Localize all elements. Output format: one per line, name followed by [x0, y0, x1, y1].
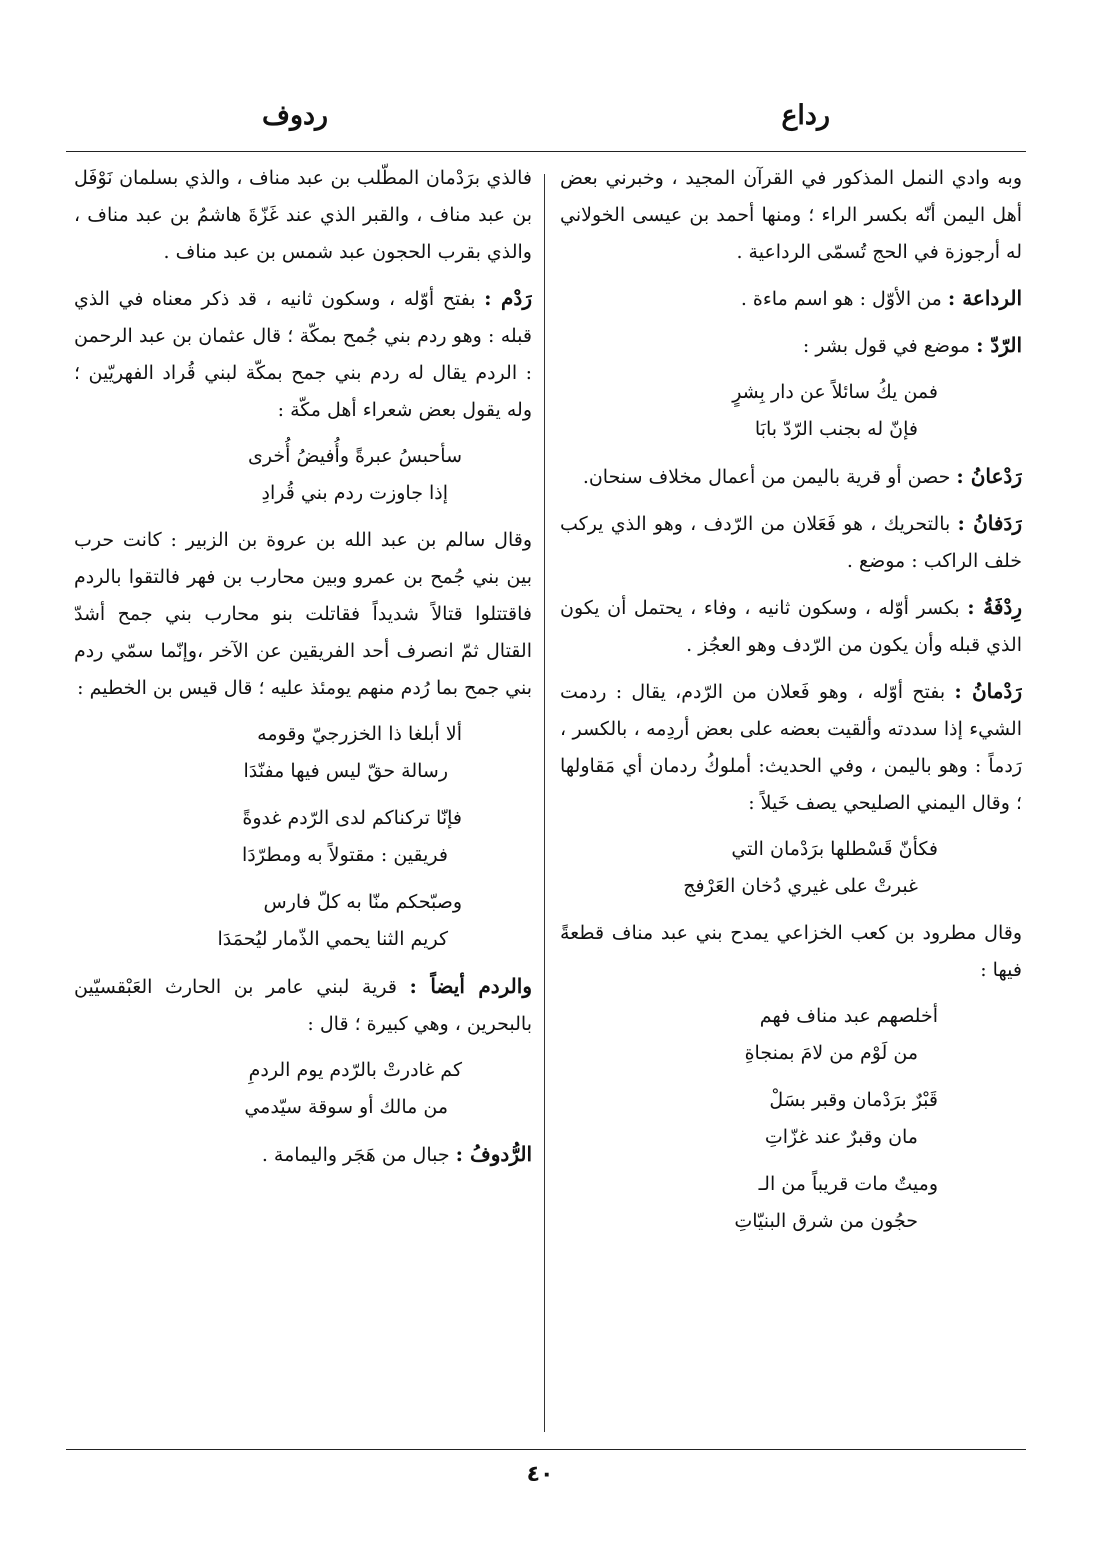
entry-text: من الأوّل : هو اسم ماءة .: [740, 288, 948, 310]
headword: الرّدّ :: [976, 333, 1022, 357]
verse-line: سأحبسُ عبرةً وأُفيضُ أُخرى: [248, 445, 462, 467]
headword: رِدْفَةُ :: [967, 595, 1022, 619]
entry-ridfa: [560, 589, 1022, 664]
verse-line: فإنّا تركناكم لدى الرّدم غدوةً: [242, 807, 462, 829]
entry-text: وقال سالم بن عبد الله بن عروة بن الزبير : كانت حرب بين بني جُمح بن عمرو وبين محارب بن فهر فالتقوا بالردم فاقتتلوا قتالاً شديداً فقاتلت بنو محارب بني جمح أشدّ القتال ثمّ انصرف أحد الفريقين عن الآخر ،وإنّما سمّي ردم بني جمح بما رُدم منهم يومئذ عليه ؛ قال قيس بن الخطيم :: [74, 529, 532, 699]
running-header-right: رداع: [781, 100, 830, 131]
verse-line: كم غادرتْ بالرّدم يوم الردمِ: [248, 1059, 462, 1081]
verse: [74, 884, 532, 958]
entry-text: وقال مطرود بن كعب الخزاعي يمدح بني عبد مناف قطعةً فيها :: [560, 922, 1022, 981]
headword: رَدْعانُ :: [956, 464, 1022, 488]
headword: رَدْمانُ :: [954, 679, 1022, 703]
verse: [74, 800, 532, 874]
verse-line: أخلصهم عبد مناف فهم: [759, 1005, 938, 1027]
entry-text: بفتح أوّله ، وسكون ثانيه ، قد ذكر معناه في الذي قبله : وهو ردم بني جُمح بمكّة ؛ قال عثمان بن عبد الرحمن : الردم يقال له ردم بني جمح بمكّة لبني قُراد الفهريّين ؛ وله يقول بعض شعراء أهل مكّة :: [74, 288, 532, 421]
entry-alradm-village: [74, 968, 532, 1043]
verse-line: فكأنّ قَسْطلها برَدْمان التي: [731, 838, 938, 860]
verse: [560, 831, 1022, 905]
verse: [74, 438, 532, 512]
left-column: [74, 160, 532, 1445]
entry-text: جبال من هَجَر واليمامة .: [261, 1144, 456, 1166]
headword: الرداعة :: [947, 286, 1022, 310]
verse-line: إذا جاوزت ردم بني قُرادِ: [261, 482, 448, 504]
entry-continuation: [74, 160, 532, 271]
entry-continuation: [560, 915, 1022, 989]
verse-line: كريم الثنا يحمي الذّمار ليُحمَدَا: [217, 928, 448, 950]
headword: الرُّدوفُ :: [455, 1142, 532, 1166]
verse: [560, 1082, 1022, 1156]
entry-text: وبه وادي النمل المذكور في القرآن المجيد ، وخبرني بعض أهل اليمن أنّه بكسر الراء ؛ ومنها أحمد بن عيسى الخولاني له أرجوزة في الحج تُسمّى الرداعية .: [560, 167, 1022, 263]
verse-line: فإنّ له بجنب الرّدّ بابَا: [754, 418, 918, 440]
entry-text: قرية لبني عامر بن الحارث العَبْقسيّين بالبحرين ، وهي كبيرة ؛ قال :: [74, 976, 532, 1035]
verse-line: حجُون من شرق البنيّاتِ: [734, 1210, 918, 1232]
verse-line: رسالة حقّ ليس فيها مفنّدَا: [243, 760, 448, 782]
entry-continuation: [74, 522, 532, 707]
footer-rule: [66, 1449, 1026, 1450]
entry-alradaa: [560, 280, 1022, 318]
verse-line: غبرتْ على غيري دُخان العَرْفج: [683, 875, 918, 897]
entry-text: بكسر أوّله ، وسكون ثانيه ، وفاء ، يحتمل أن يكون الذي قبله وأن يكون من الرّدف وهو العجُز .: [560, 597, 1022, 656]
entry-continuation: [560, 160, 1022, 271]
headword: والردم أيضاً :: [409, 974, 532, 998]
verse: [560, 998, 1022, 1072]
running-header-left: ردوف: [262, 100, 329, 131]
entry-radafan: [560, 505, 1022, 580]
verse: [74, 1052, 532, 1126]
verse-line: ألا أبلغا ذا الخزرجيّ وقومه: [257, 723, 462, 745]
entry-text: فالذي برَدْمان المطّلب بن عبد مناف ، والذي بسلمان نَوْفَل بن عبد مناف ، والقبر الذي عند غَزّةَ هاشمُ بن عبد مناف ، والذي بقرب الحجون عبد شمس بن عبد مناف .: [74, 167, 532, 263]
verse: [560, 374, 1022, 448]
headword: رَدَفانُ :: [957, 511, 1022, 535]
entry-radman: [560, 673, 1022, 822]
header-rule: [66, 151, 1026, 152]
entry-text: حصن أو قرية باليمن من أعمال مخلاف سنحان.: [582, 466, 957, 488]
verse-line: وميتٌ مات قريباً من الـ: [758, 1173, 938, 1195]
verse: [560, 1166, 1022, 1240]
entry-radm: [74, 280, 532, 429]
verse-line: وصبّحكم منّا به كلّ فارس: [263, 891, 462, 913]
verse-line: مان وقبرٌ عند غزّاتِ: [764, 1126, 918, 1148]
right-column: [560, 160, 1022, 1445]
column-divider: [544, 174, 545, 1432]
verse-line: فمن يكُ سائلاً عن دار بِشرٍ: [732, 381, 938, 403]
entry-text: بالتحريك ، هو فَعَلان من الرّدف ، وهو الذي يركب خلف الراكب : موضع .: [560, 513, 1022, 572]
entry-text: بفتح أوّله ، وهو فَعلان من الرّدم، يقال : ردمت الشيء إذا سددته وألقيت بعضه على بعض أردِمه ، بالكسر ، رَدماً : وهو باليمن ، وفي الحديث: أملوكُ ردمان أي مَقاولها ؛ وقال اليمني الصليحي يصف خَيلاً :: [560, 681, 1022, 814]
verse: [74, 716, 532, 790]
verse-line: قَبْرٌ برَدْمان وقبر بسَلْ: [769, 1089, 938, 1111]
verse-line: من لَوْم من لامَ بمنجاةِ: [744, 1042, 918, 1064]
entry-alradd: [560, 327, 1022, 365]
headword: رَدْم :: [484, 286, 532, 310]
verse-line: من مالك أو سوقة سيّدمي: [244, 1096, 448, 1118]
entry-radan: [560, 458, 1022, 496]
entry-text: موضع في قول بشر :: [802, 335, 977, 357]
entry-alrudoof: [74, 1136, 532, 1174]
verse-line: فريقين : مقتولاً به ومطرّدَا: [241, 844, 448, 866]
page-number: ٤٠: [526, 1462, 554, 1487]
